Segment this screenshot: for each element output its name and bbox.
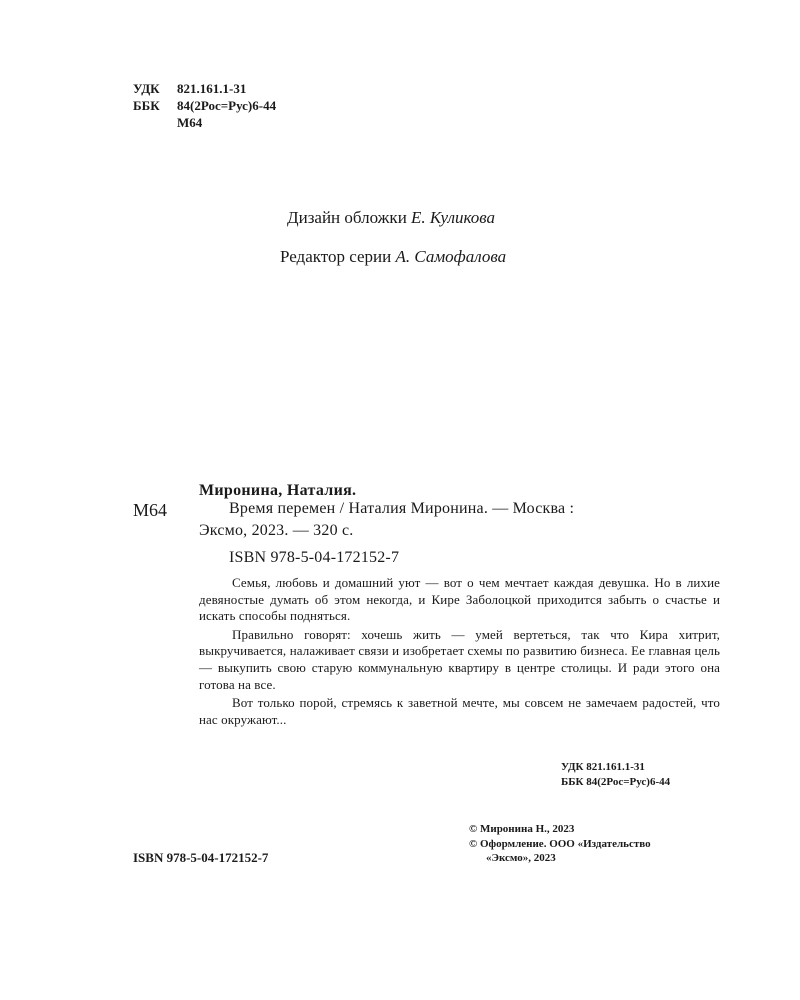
- annotation-paragraph: Вот только порой, стремясь к заветной мечте, мы совсем не замечаем радостей, что нас окружают...: [199, 695, 720, 727]
- title-line-2: Эксмо, 2023. — 320 с.: [199, 522, 354, 539]
- copyright-author: © Миронина Н., 2023: [469, 823, 575, 835]
- bbk-label: ББК: [133, 98, 160, 113]
- author-mark-row: [133, 114, 333, 131]
- author-code: М64: [133, 500, 168, 520]
- title-line-1: Время перемен / Наталия Миронина. — Москва :: [229, 500, 575, 517]
- series-editor-prefix: Редактор серии: [280, 247, 392, 266]
- annotation-paragraph: Правильно говорят: хочешь жить — умей вертеться, так что Кира хитрит, выкручивается, налаживает связи и изобретает схемы по развитию бизнеса. Ее главная цель — выкупить свою старую коммунальную квартиру в центре столицы. И ради этого она готова на все.: [199, 626, 720, 692]
- classification-top: [133, 80, 333, 132]
- udk-bottom: УДК 821.161.1-31: [561, 761, 645, 773]
- isbn-bottom: ISBN 978-5-04-172152-7: [133, 850, 269, 865]
- cover-design-credit: [287, 208, 495, 228]
- cover-designer-name: Е. Куликова: [411, 208, 496, 227]
- isbn-record: ISBN 978-5-04-172152-7: [229, 549, 400, 566]
- bbk-row: [133, 97, 333, 114]
- author-mark-value: М64: [177, 115, 203, 130]
- cover-design-prefix: Дизайн обложки: [287, 208, 407, 227]
- copyright-design: © Оформление. ООО «Издательство: [469, 838, 651, 850]
- author-heading: Миронина, Наталия.: [199, 482, 357, 499]
- series-editor-name: А. Самофалова: [395, 247, 507, 266]
- udk-row: [133, 80, 333, 97]
- annotation-paragraph: Семья, любовь и домашний уют — вот о чем мечтает каждая девушка. Но в лихие девяностые думать об этом некогда, и Кире Заболоцкой приходится забыть о счастье и искать способы подняться.: [199, 575, 720, 624]
- annotation: [199, 575, 720, 728]
- series-editor-credit: [280, 247, 506, 267]
- udk-label: УДК: [133, 81, 160, 96]
- bbk-value: 84(2Рос=Рус)6-44: [177, 98, 277, 113]
- copyright-publisher: «Эксмо», 2023: [486, 852, 556, 864]
- udk-value: 821.161.1-31: [177, 81, 247, 96]
- bbk-bottom: ББК 84(2Рос=Рус)6-44: [561, 776, 671, 788]
